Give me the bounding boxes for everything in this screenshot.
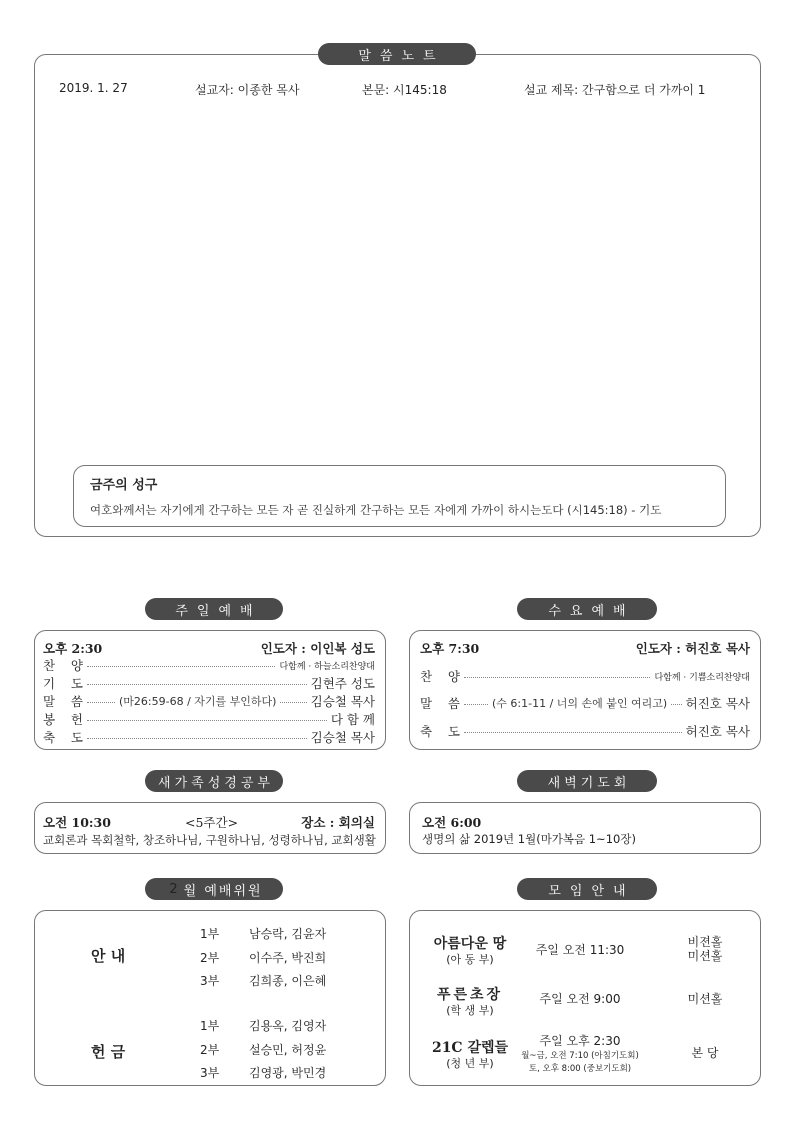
meeting-time-saturday: 토, 오후 8:00 (중보기도회)	[528, 1064, 632, 1074]
sunday-row-benediction: 축 도 김승철 목사	[43, 730, 375, 745]
committee-month: 2	[169, 881, 180, 897]
sunday-row-offering: 봉 헌 다 함 께	[43, 712, 375, 727]
wednesday-row-benediction: 축 도 허진호 목사	[420, 724, 750, 739]
dawn-prayer-time: 오전 6:00	[422, 815, 482, 830]
meeting-sub: (아 동 부)	[446, 953, 494, 966]
meetings-box	[409, 910, 761, 1086]
dawn-prayer-box	[409, 802, 761, 854]
committee-people: 김용옥, 김영자	[249, 1019, 327, 1033]
sunday-row-sermon: 말 씀 (마26:59-68 / 자기를 부인하다) 김승철 목사	[43, 694, 375, 709]
bible-study-box	[34, 802, 386, 854]
meeting-time-weekday: 월~금, 오전 7:10 (아침기도회)	[521, 1051, 639, 1061]
committee-part: 3부	[200, 974, 220, 988]
committee-part: 3부	[200, 1066, 220, 1080]
sermon-note-box	[34, 54, 761, 537]
wednesday-row-sermon: 말 씀 (수 6:1-11 / 너의 손에 붙인 여리고) 허진호 목사	[420, 696, 750, 711]
sunday-time: 오후 2:30	[43, 641, 103, 656]
meeting-name: 푸른초장	[436, 987, 504, 1003]
weekly-verse-box	[73, 465, 726, 527]
bible-study-place: 장소 : 회의실	[301, 815, 375, 830]
sermon-preacher: 설교자: 이종한 목사	[195, 83, 300, 97]
meeting-time: 주일 오전 9:00	[539, 992, 621, 1006]
wednesday-row-praise: 찬 양 다함께 · 기쁨소리찬양대	[420, 669, 750, 684]
weekly-verse-title: 금주의 성구	[90, 478, 158, 493]
wednesday-worship-box	[409, 630, 761, 750]
sermon-date: 2019. 1. 27	[59, 81, 128, 95]
bible-study-duration: <5주간>	[185, 815, 239, 830]
wednesday-leader: 인도자 : 허진호 목사	[635, 641, 750, 656]
meeting-time: 주일 오후 2:30	[539, 1034, 621, 1048]
meeting-time: 주일 오전 11:30	[535, 943, 625, 957]
committee-people: 김희종, 이은혜	[249, 974, 327, 988]
committee-part: 2부	[200, 951, 220, 965]
sunday-row-praise: 찬 양 다함께 · 하늘소리찬양대	[43, 658, 375, 673]
meeting-name: 아름다운 땅	[433, 936, 507, 952]
committee-part: 1부	[200, 927, 220, 941]
wednesday-time: 오후 7:30	[420, 641, 480, 656]
meeting-place: 비젼홀	[687, 935, 723, 949]
weekly-verse-text: 여호와께서는 자기에게 간구하는 모든 자 곧 진실하게 간구하는 모든 자에게 가까이 하시는도다 (시145:18) - 기도	[90, 503, 662, 517]
meeting-place: 미션홀	[687, 992, 723, 1006]
wednesday-worship-title: 수요예배	[517, 598, 657, 620]
sunday-worship-box	[34, 630, 386, 750]
bible-study-time: 오전 10:30	[43, 815, 111, 830]
sermon-note-title: 말씀노트	[318, 43, 476, 65]
bible-study-title: 새가족성경공부	[145, 770, 283, 792]
sunday-worship-title: 주일예배	[145, 598, 283, 620]
sunday-row-prayer: 기 도 김현주 성도	[43, 676, 375, 691]
committee-people: 설승민, 허정윤	[249, 1043, 327, 1057]
meeting-sub: (학 생 부)	[446, 1004, 494, 1017]
committee-people: 남승락, 김윤자	[249, 927, 327, 941]
meeting-place: 본 당	[691, 1046, 719, 1060]
committee-people: 이수주, 박진희	[249, 951, 327, 965]
committee-box	[34, 910, 386, 1086]
meeting-place: 미션홀	[687, 949, 723, 963]
sermon-scripture: 본문: 시145:18	[362, 83, 447, 97]
meeting-name: 21C 갈렙들	[431, 1040, 509, 1056]
meeting-sub: (청 년 부)	[446, 1057, 494, 1070]
committee-people: 김영광, 박민경	[249, 1066, 327, 1080]
committee-group-offering: 헌 금	[91, 1043, 126, 1061]
committee-title	[145, 878, 283, 900]
sermon-title: 설교 제목: 간구함으로 더 가까이 1	[524, 83, 706, 97]
meetings-title: 모임안내	[517, 878, 657, 900]
bible-study-topics: 교회론과 목회철학, 창조하나님, 구원하나님, 성령하나님, 교회생활	[43, 833, 376, 847]
committee-title-rest: 월 예배위원	[183, 883, 263, 899]
committee-part: 2부	[200, 1043, 220, 1057]
dawn-prayer-text: 생명의 삶 2019년 1월(마가복음 1~10장)	[422, 832, 636, 846]
committee-group-usher: 안 내	[91, 947, 126, 965]
sunday-leader: 인도자 : 이인복 성도	[260, 641, 375, 656]
committee-part: 1부	[200, 1019, 220, 1033]
dawn-prayer-title: 새벽기도회	[517, 770, 657, 792]
